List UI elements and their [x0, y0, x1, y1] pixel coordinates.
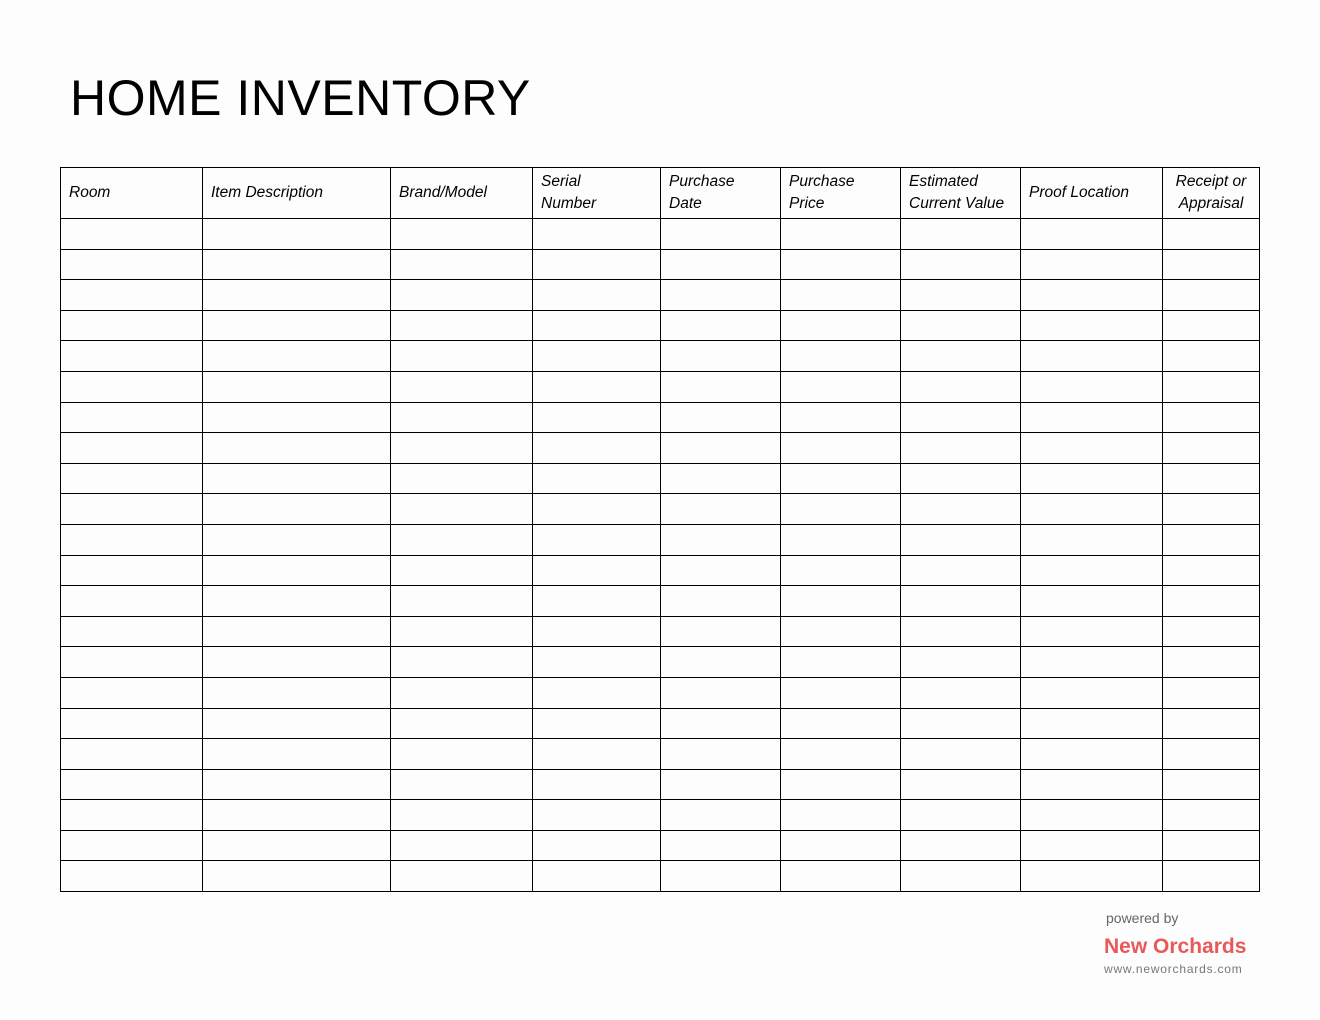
cell-item-description[interactable]: [203, 249, 391, 280]
table-row: [61, 310, 1260, 341]
cell-proof-location[interactable]: [1021, 402, 1163, 433]
cell-item-description[interactable]: [203, 708, 391, 739]
cell-room[interactable]: [61, 433, 203, 464]
cell-serial-number[interactable]: [533, 341, 661, 372]
column-header-receipt-or-appraisal: Receipt or Appraisal: [1163, 168, 1260, 219]
cell-proof-location[interactable]: [1021, 677, 1163, 708]
cell-estimated-current-value[interactable]: [901, 371, 1021, 402]
cell-brand-model[interactable]: [391, 739, 533, 770]
cell-purchase-price[interactable]: [781, 310, 901, 341]
cell-room[interactable]: [61, 800, 203, 831]
cell-brand-model[interactable]: [391, 341, 533, 372]
cell-brand-model[interactable]: [391, 249, 533, 280]
cell-estimated-current-value[interactable]: [901, 433, 1021, 464]
cell-item-description[interactable]: [203, 371, 391, 402]
table-row: [61, 739, 1260, 770]
cell-estimated-current-value[interactable]: [901, 280, 1021, 311]
cell-estimated-current-value[interactable]: [901, 249, 1021, 280]
cell-purchase-date[interactable]: [661, 647, 781, 678]
cell-purchase-date[interactable]: [661, 463, 781, 494]
cell-proof-location[interactable]: [1021, 463, 1163, 494]
cell-receipt-or-appraisal[interactable]: [1163, 616, 1260, 647]
cell-estimated-current-value[interactable]: [901, 708, 1021, 739]
cell-purchase-price[interactable]: [781, 341, 901, 372]
cell-estimated-current-value[interactable]: [901, 647, 1021, 678]
cell-room[interactable]: [61, 616, 203, 647]
cell-item-description[interactable]: [203, 616, 391, 647]
cell-purchase-date[interactable]: [661, 830, 781, 861]
cell-brand-model[interactable]: [391, 555, 533, 586]
cell-purchase-price[interactable]: [781, 371, 901, 402]
cell-receipt-or-appraisal[interactable]: [1163, 586, 1260, 617]
table-row: [61, 800, 1260, 831]
column-header-item-description: Item Description: [203, 168, 391, 219]
table-row: [61, 708, 1260, 739]
cell-receipt-or-appraisal[interactable]: [1163, 769, 1260, 800]
cell-serial-number[interactable]: [533, 524, 661, 555]
cell-room[interactable]: [61, 371, 203, 402]
cell-purchase-price[interactable]: [781, 402, 901, 433]
cell-room[interactable]: [61, 219, 203, 250]
table-row: [61, 830, 1260, 861]
cell-receipt-or-appraisal[interactable]: [1163, 433, 1260, 464]
brand-logo-text: New Orchards: [1104, 935, 1247, 958]
column-header-proof-location: Proof Location: [1021, 168, 1163, 219]
cell-room[interactable]: [61, 830, 203, 861]
table-row: [61, 586, 1260, 617]
website-link[interactable]: www.neworchards.com: [1104, 962, 1243, 976]
cell-proof-location[interactable]: [1021, 739, 1163, 770]
cell-room[interactable]: [61, 739, 203, 770]
cell-receipt-or-appraisal[interactable]: [1163, 647, 1260, 678]
cell-serial-number[interactable]: [533, 494, 661, 525]
cell-proof-location[interactable]: [1021, 494, 1163, 525]
cell-brand-model[interactable]: [391, 524, 533, 555]
cell-purchase-date[interactable]: [661, 769, 781, 800]
cell-serial-number[interactable]: [533, 402, 661, 433]
page-title: HOME INVENTORY: [70, 70, 531, 126]
cell-serial-number[interactable]: [533, 739, 661, 770]
cell-room[interactable]: [61, 524, 203, 555]
cell-item-description[interactable]: [203, 586, 391, 617]
cell-estimated-current-value[interactable]: [901, 494, 1021, 525]
cell-room[interactable]: [61, 677, 203, 708]
cell-purchase-date[interactable]: [661, 708, 781, 739]
cell-serial-number[interactable]: [533, 861, 661, 892]
cell-serial-number[interactable]: [533, 280, 661, 311]
cell-brand-model[interactable]: [391, 800, 533, 831]
table-header-row: [61, 168, 1260, 219]
table-row: [61, 524, 1260, 555]
cell-item-description[interactable]: [203, 433, 391, 464]
cell-purchase-price[interactable]: [781, 647, 901, 678]
cell-item-description[interactable]: [203, 830, 391, 861]
cell-receipt-or-appraisal[interactable]: [1163, 739, 1260, 770]
cell-receipt-or-appraisal[interactable]: [1163, 341, 1260, 372]
cell-proof-location[interactable]: [1021, 219, 1163, 250]
cell-estimated-current-value[interactable]: [901, 739, 1021, 770]
column-header-estimated-current-value: Estimated Current Value: [901, 168, 1021, 219]
cell-item-description[interactable]: [203, 463, 391, 494]
cell-room[interactable]: [61, 402, 203, 433]
cell-proof-location[interactable]: [1021, 249, 1163, 280]
cell-estimated-current-value[interactable]: [901, 861, 1021, 892]
cell-receipt-or-appraisal[interactable]: [1163, 677, 1260, 708]
cell-brand-model[interactable]: [391, 830, 533, 861]
cell-purchase-price[interactable]: [781, 830, 901, 861]
cell-purchase-date[interactable]: [661, 616, 781, 647]
cell-receipt-or-appraisal[interactable]: [1163, 555, 1260, 586]
cell-serial-number[interactable]: [533, 647, 661, 678]
cell-proof-location[interactable]: [1021, 586, 1163, 617]
cell-estimated-current-value[interactable]: [901, 310, 1021, 341]
cell-purchase-price[interactable]: [781, 861, 901, 892]
cell-item-description[interactable]: [203, 219, 391, 250]
cell-receipt-or-appraisal[interactable]: [1163, 494, 1260, 525]
cell-room[interactable]: [61, 494, 203, 525]
table-row: [61, 433, 1260, 464]
cell-serial-number[interactable]: [533, 800, 661, 831]
cell-room[interactable]: [61, 341, 203, 372]
cell-purchase-date[interactable]: [661, 586, 781, 617]
table-row: [61, 861, 1260, 892]
cell-purchase-date[interactable]: [661, 433, 781, 464]
cell-serial-number[interactable]: [533, 677, 661, 708]
cell-item-description[interactable]: [203, 677, 391, 708]
cell-estimated-current-value[interactable]: [901, 800, 1021, 831]
cell-proof-location[interactable]: [1021, 616, 1163, 647]
cell-serial-number[interactable]: [533, 371, 661, 402]
cell-room[interactable]: [61, 586, 203, 617]
cell-serial-number[interactable]: [533, 433, 661, 464]
cell-purchase-date[interactable]: [661, 555, 781, 586]
cell-serial-number[interactable]: [533, 769, 661, 800]
cell-purchase-date[interactable]: [661, 249, 781, 280]
cell-serial-number[interactable]: [533, 310, 661, 341]
cell-proof-location[interactable]: [1021, 433, 1163, 464]
cell-proof-location[interactable]: [1021, 280, 1163, 311]
cell-purchase-price[interactable]: [781, 586, 901, 617]
cell-item-description[interactable]: [203, 494, 391, 525]
cell-room[interactable]: [61, 249, 203, 280]
cell-item-description[interactable]: [203, 739, 391, 770]
column-header-brand-model: Brand/Model: [391, 168, 533, 219]
cell-purchase-date[interactable]: [661, 219, 781, 250]
cell-purchase-date[interactable]: [661, 524, 781, 555]
cell-purchase-price[interactable]: [781, 280, 901, 311]
cell-item-description[interactable]: [203, 280, 391, 311]
cell-room[interactable]: [61, 555, 203, 586]
cell-estimated-current-value[interactable]: [901, 830, 1021, 861]
cell-purchase-price[interactable]: [781, 739, 901, 770]
cell-brand-model[interactable]: [391, 494, 533, 525]
cell-item-description[interactable]: [203, 769, 391, 800]
cell-item-description[interactable]: [203, 555, 391, 586]
cell-proof-location[interactable]: [1021, 555, 1163, 586]
cell-item-description[interactable]: [203, 647, 391, 678]
cell-serial-number[interactable]: [533, 555, 661, 586]
cell-proof-location[interactable]: [1021, 647, 1163, 678]
cell-purchase-price[interactable]: [781, 219, 901, 250]
cell-proof-location[interactable]: [1021, 800, 1163, 831]
cell-serial-number[interactable]: [533, 219, 661, 250]
cell-room[interactable]: [61, 280, 203, 311]
cell-estimated-current-value[interactable]: [901, 402, 1021, 433]
cell-brand-model[interactable]: [391, 310, 533, 341]
cell-brand-model[interactable]: [391, 861, 533, 892]
cell-purchase-date[interactable]: [661, 402, 781, 433]
table-row: [61, 371, 1260, 402]
cell-room[interactable]: [61, 861, 203, 892]
cell-purchase-price[interactable]: [781, 616, 901, 647]
cell-purchase-date[interactable]: [661, 341, 781, 372]
cell-estimated-current-value[interactable]: [901, 616, 1021, 647]
cell-item-description[interactable]: [203, 861, 391, 892]
cell-purchase-date[interactable]: [661, 861, 781, 892]
cell-brand-model[interactable]: [391, 586, 533, 617]
cell-item-description[interactable]: [203, 310, 391, 341]
cell-brand-model[interactable]: [391, 219, 533, 250]
cell-purchase-date[interactable]: [661, 494, 781, 525]
cell-room[interactable]: [61, 708, 203, 739]
cell-room[interactable]: [61, 647, 203, 678]
column-header-purchase-date: Purchase Date: [661, 168, 781, 219]
cell-receipt-or-appraisal[interactable]: [1163, 800, 1260, 831]
cell-estimated-current-value[interactable]: [901, 769, 1021, 800]
cell-proof-location[interactable]: [1021, 861, 1163, 892]
cell-estimated-current-value[interactable]: [901, 555, 1021, 586]
cell-receipt-or-appraisal[interactable]: [1163, 861, 1260, 892]
cell-proof-location[interactable]: [1021, 708, 1163, 739]
cell-receipt-or-appraisal[interactable]: [1163, 310, 1260, 341]
inventory-table-body: [61, 219, 1260, 892]
table-row: [61, 647, 1260, 678]
cell-receipt-or-appraisal[interactable]: [1163, 219, 1260, 250]
branding-footer: [1104, 908, 1264, 977]
cell-receipt-or-appraisal[interactable]: [1163, 371, 1260, 402]
cell-brand-model[interactable]: [391, 280, 533, 311]
cell-serial-number[interactable]: [533, 830, 661, 861]
table-row: [61, 555, 1260, 586]
cell-room[interactable]: [61, 463, 203, 494]
cell-purchase-price[interactable]: [781, 249, 901, 280]
table-row: [61, 677, 1260, 708]
cell-receipt-or-appraisal[interactable]: [1163, 402, 1260, 433]
cell-receipt-or-appraisal[interactable]: [1163, 830, 1260, 861]
cell-purchase-price[interactable]: [781, 524, 901, 555]
column-header-room: Room: [61, 168, 203, 219]
cell-item-description[interactable]: [203, 341, 391, 372]
cell-proof-location[interactable]: [1021, 371, 1163, 402]
cell-item-description[interactable]: [203, 402, 391, 433]
cell-estimated-current-value[interactable]: [901, 677, 1021, 708]
cell-purchase-date[interactable]: [661, 371, 781, 402]
column-header-serial-number: Serial Number: [533, 168, 661, 219]
inventory-table: [60, 167, 1260, 892]
cell-serial-number[interactable]: [533, 616, 661, 647]
cell-proof-location[interactable]: [1021, 524, 1163, 555]
cell-purchase-date[interactable]: [661, 310, 781, 341]
cell-brand-model[interactable]: [391, 463, 533, 494]
cell-serial-number[interactable]: [533, 463, 661, 494]
table-row: [61, 341, 1260, 372]
cell-purchase-price[interactable]: [781, 708, 901, 739]
cell-proof-location[interactable]: [1021, 769, 1163, 800]
cell-purchase-price[interactable]: [781, 677, 901, 708]
cell-room[interactable]: [61, 769, 203, 800]
cell-purchase-price[interactable]: [781, 494, 901, 525]
cell-purchase-price[interactable]: [781, 433, 901, 464]
table-row: [61, 280, 1260, 311]
table-row: [61, 402, 1260, 433]
powered-by-label: powered by: [1106, 910, 1179, 926]
cell-brand-model[interactable]: [391, 677, 533, 708]
cell-item-description[interactable]: [203, 800, 391, 831]
cell-brand-model[interactable]: [391, 769, 533, 800]
cell-brand-model[interactable]: [391, 708, 533, 739]
cell-receipt-or-appraisal[interactable]: [1163, 249, 1260, 280]
cell-estimated-current-value[interactable]: [901, 463, 1021, 494]
cell-purchase-date[interactable]: [661, 739, 781, 770]
cell-brand-model[interactable]: [391, 371, 533, 402]
cell-purchase-date[interactable]: [661, 280, 781, 311]
cell-brand-model[interactable]: [391, 402, 533, 433]
cell-estimated-current-value[interactable]: [901, 219, 1021, 250]
table-row: [61, 494, 1260, 525]
table-row: [61, 219, 1260, 250]
cell-receipt-or-appraisal[interactable]: [1163, 280, 1260, 311]
cell-purchase-date[interactable]: [661, 677, 781, 708]
cell-purchase-price[interactable]: [781, 800, 901, 831]
cell-receipt-or-appraisal[interactable]: [1163, 524, 1260, 555]
table-row: [61, 769, 1260, 800]
cell-proof-location[interactable]: [1021, 341, 1163, 372]
cell-proof-location[interactable]: [1021, 830, 1163, 861]
cell-serial-number[interactable]: [533, 249, 661, 280]
cell-brand-model[interactable]: [391, 616, 533, 647]
cell-brand-model[interactable]: [391, 647, 533, 678]
column-header-purchase-price: Purchase Price: [781, 168, 901, 219]
cell-receipt-or-appraisal[interactable]: [1163, 708, 1260, 739]
cell-estimated-current-value[interactable]: [901, 524, 1021, 555]
cell-receipt-or-appraisal[interactable]: [1163, 463, 1260, 494]
cell-estimated-current-value[interactable]: [901, 586, 1021, 617]
table-row: [61, 616, 1260, 647]
table-row: [61, 463, 1260, 494]
cell-room[interactable]: [61, 310, 203, 341]
cell-purchase-date[interactable]: [661, 800, 781, 831]
cell-item-description[interactable]: [203, 524, 391, 555]
cell-purchase-price[interactable]: [781, 463, 901, 494]
cell-serial-number[interactable]: [533, 586, 661, 617]
cell-serial-number[interactable]: [533, 708, 661, 739]
cell-purchase-price[interactable]: [781, 769, 901, 800]
cell-purchase-price[interactable]: [781, 555, 901, 586]
cell-proof-location[interactable]: [1021, 310, 1163, 341]
table-row: [61, 249, 1260, 280]
cell-brand-model[interactable]: [391, 433, 533, 464]
cell-estimated-current-value[interactable]: [901, 341, 1021, 372]
